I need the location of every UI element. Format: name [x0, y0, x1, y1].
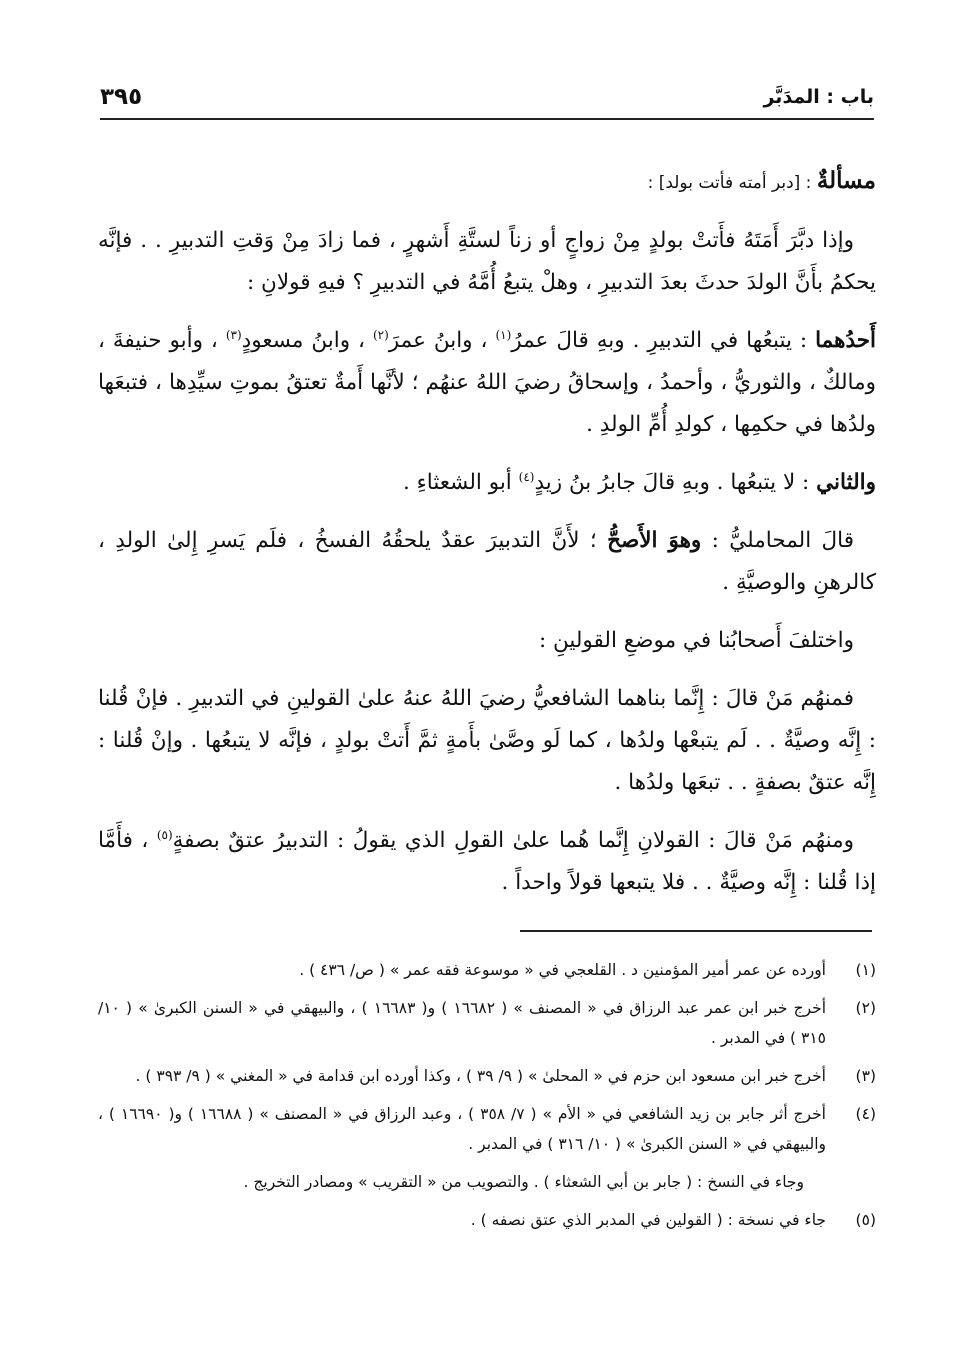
paragraph-4: [98, 520, 876, 604]
footnote-text: أورده عن عمر أمير المؤمنين د . القلعجي في « موسوعة فقه عمر » ( ص/ ٤٣٦ ) .: [299, 961, 826, 979]
preferred-opinion: وهوَ الأَصحُّ: [607, 528, 702, 553]
footnote-3: [98, 1061, 876, 1091]
paragraph-2-text-d: ، وأبو حنيفةَ ، ومالكٌ ، والثوريُّ ، وأحمدُ ، وإسحاقُ رضيَ اللهُ عنهُم ؛ لأنَّها أَمةٌ تعتقُ بموتِ سيِّدِها ، فتبعَها ولدُها في حكمِها ، كولدِ أُمِّ الولدِ .: [98, 328, 876, 437]
footnote-text: جاء في نسخة : ( القولين في المدبر الذي عتق نصفه ) .: [470, 1211, 826, 1229]
footnote-ref-4[interactable]: (٤): [518, 469, 535, 484]
paragraph-7: [98, 820, 876, 904]
footnote-ref-5[interactable]: (٥): [156, 827, 173, 842]
paragraph-7-text-a: ومنهُم مَنْ قالَ : القولانِ إِنَّما هُما علىٰ القولِ الذي يقولُ : التدبيرُ عتقٌ بصفةٍ: [172, 828, 854, 853]
footnote-number: (٥): [855, 1211, 876, 1229]
paragraph-2-text-a: : يتبعُها في التدبيرِ . وبهِ قالَ عمرُ: [511, 328, 816, 353]
paragraph-2: [98, 320, 876, 446]
page-number: ٣٩٥: [100, 84, 143, 110]
footnote-4: [98, 1099, 876, 1159]
footnotes: [98, 955, 876, 1243]
paragraph-2-text-c: ، وابنُ مسعودٍ: [241, 328, 373, 353]
issue-topic: : [دبر أمته فأتت بولد] :: [647, 173, 817, 193]
footnote-number: (١): [855, 961, 876, 979]
footnote-divider: [520, 930, 872, 932]
paragraph-4-text-a: قالَ المحامليُّ :: [701, 528, 854, 553]
second-opinion-label: والثاني: [816, 470, 876, 495]
paragraph-3-text-a: : لا يتبعُها . وبهِ قالَ جابرُ بنُ زيدٍ: [534, 470, 817, 495]
footnote-number: (٢): [855, 999, 876, 1017]
footnote-2: [98, 993, 876, 1053]
first-opinion-label: أَحدُهما: [815, 328, 876, 353]
footnote-text: أخرج أثر جابر بن زيد الشافعي في « الأم » ( ٧/ ٣٥٨ ) ، وعبد الرزاق في « المصنف » ( ١٦٦٨٨ ) و( ١٦٦٩٠ ) ، والبيهقي في « السنن الكبرىٰ » ( ١٠/ ٣١٦ ) في المدبر .: [98, 1105, 826, 1153]
main-text: [98, 160, 876, 920]
paragraph-2-text-b: ، وابنُ عمرَ: [388, 328, 496, 353]
footnote-number: (٤): [855, 1105, 876, 1123]
footnote-ref-1[interactable]: (١): [495, 327, 512, 342]
paragraph-3: [98, 462, 876, 504]
issue-heading: مسألةٌ: [816, 167, 876, 194]
footnote-text: أخرج خبر ابن عمر عبد الرزاق في « المصنف » ( ١٦٦٨٢ ) و( ١٦٦٨٣ ) ، والبيهقي في « السنن الكبرىٰ » ( ١٠/ ٣١٥ ) في المدبر .: [98, 999, 827, 1047]
footnote-number: (٣): [855, 1067, 876, 1085]
footnote-4-note: وجاء في النسخ : ( جابر بن أبي الشعثاء ) . والتصويب من « التقريب » ومصادر التخريج .: [243, 1173, 804, 1191]
paragraph-3-text-b: أبو الشعثاءِ .: [402, 470, 519, 495]
paragraph-4-text-b: ؛ لأَنَّ التدبيرَ عقدٌ يلحقُهُ الفسخُ ، فلَم يَسرِ إِلىٰ الولدِ ، كالرهنِ والوصيَّةِ .: [98, 528, 876, 595]
footnote-ref-2[interactable]: (٢): [372, 327, 389, 342]
footnote-1: [98, 955, 876, 985]
paragraph-5: واختلفَ أَصحابُنا في موضعِ القولينِ :: [538, 628, 854, 653]
paragraph-1: وإذا دبَّرَ أَمَتَهُ فأَتتْ بولدٍ مِنْ زواجٍ أو زناً لستَّةِ أَشهرٍ ، فما زادَ مِنْ وَقتِ التدبيرِ . . فإنَّه يحكمُ بأَنَّ الولدَ حدثَ بعدَ التدبيرِ ، وهلْ يتبعُ أُمَّهُ في التدبيرِ ؟ فيهِ قولانِ :: [98, 228, 876, 295]
footnote-text: أخرج خبر ابن مسعود ابن حزم في « المحلىٰ » ( ٩/ ٣٩ ) ، وكذا أورده ابن قدامة في « المغني » ( ٩/ ٣٩٣ ) .: [135, 1067, 826, 1085]
footnote-ref-3[interactable]: (٣): [225, 327, 242, 342]
section-title: باب : المدَبَّر: [763, 86, 874, 108]
footnote-5: [98, 1205, 876, 1235]
issue-heading-line: [98, 160, 876, 204]
paragraph-7-text-b: ، فأَمَّا إذا قُلنا : إِنَّه وصيَّةٌ . . فلا يتبعها قولاً واحداً .: [98, 828, 876, 895]
running-header: [100, 84, 874, 120]
paragraph-6: فمنهُم مَنْ قالَ : إِنَّما بناهما الشافعيُّ رضيَ اللهُ عنهُ علىٰ القولينِ في التدبيرِ . فإنْ قُلنا : إِنَّه وصيَّةٌ . . لَم يتبعْها ولدُها ، كما لَو وصَّىٰ بأَمةٍ ثمَّ أَتتْ بولدٍ ، فإنَّه لا يتبعُها . وإنْ قُلنا : إِنَّه عتقٌ بصفةٍ . . تبعَها ولدُها .: [98, 686, 876, 795]
